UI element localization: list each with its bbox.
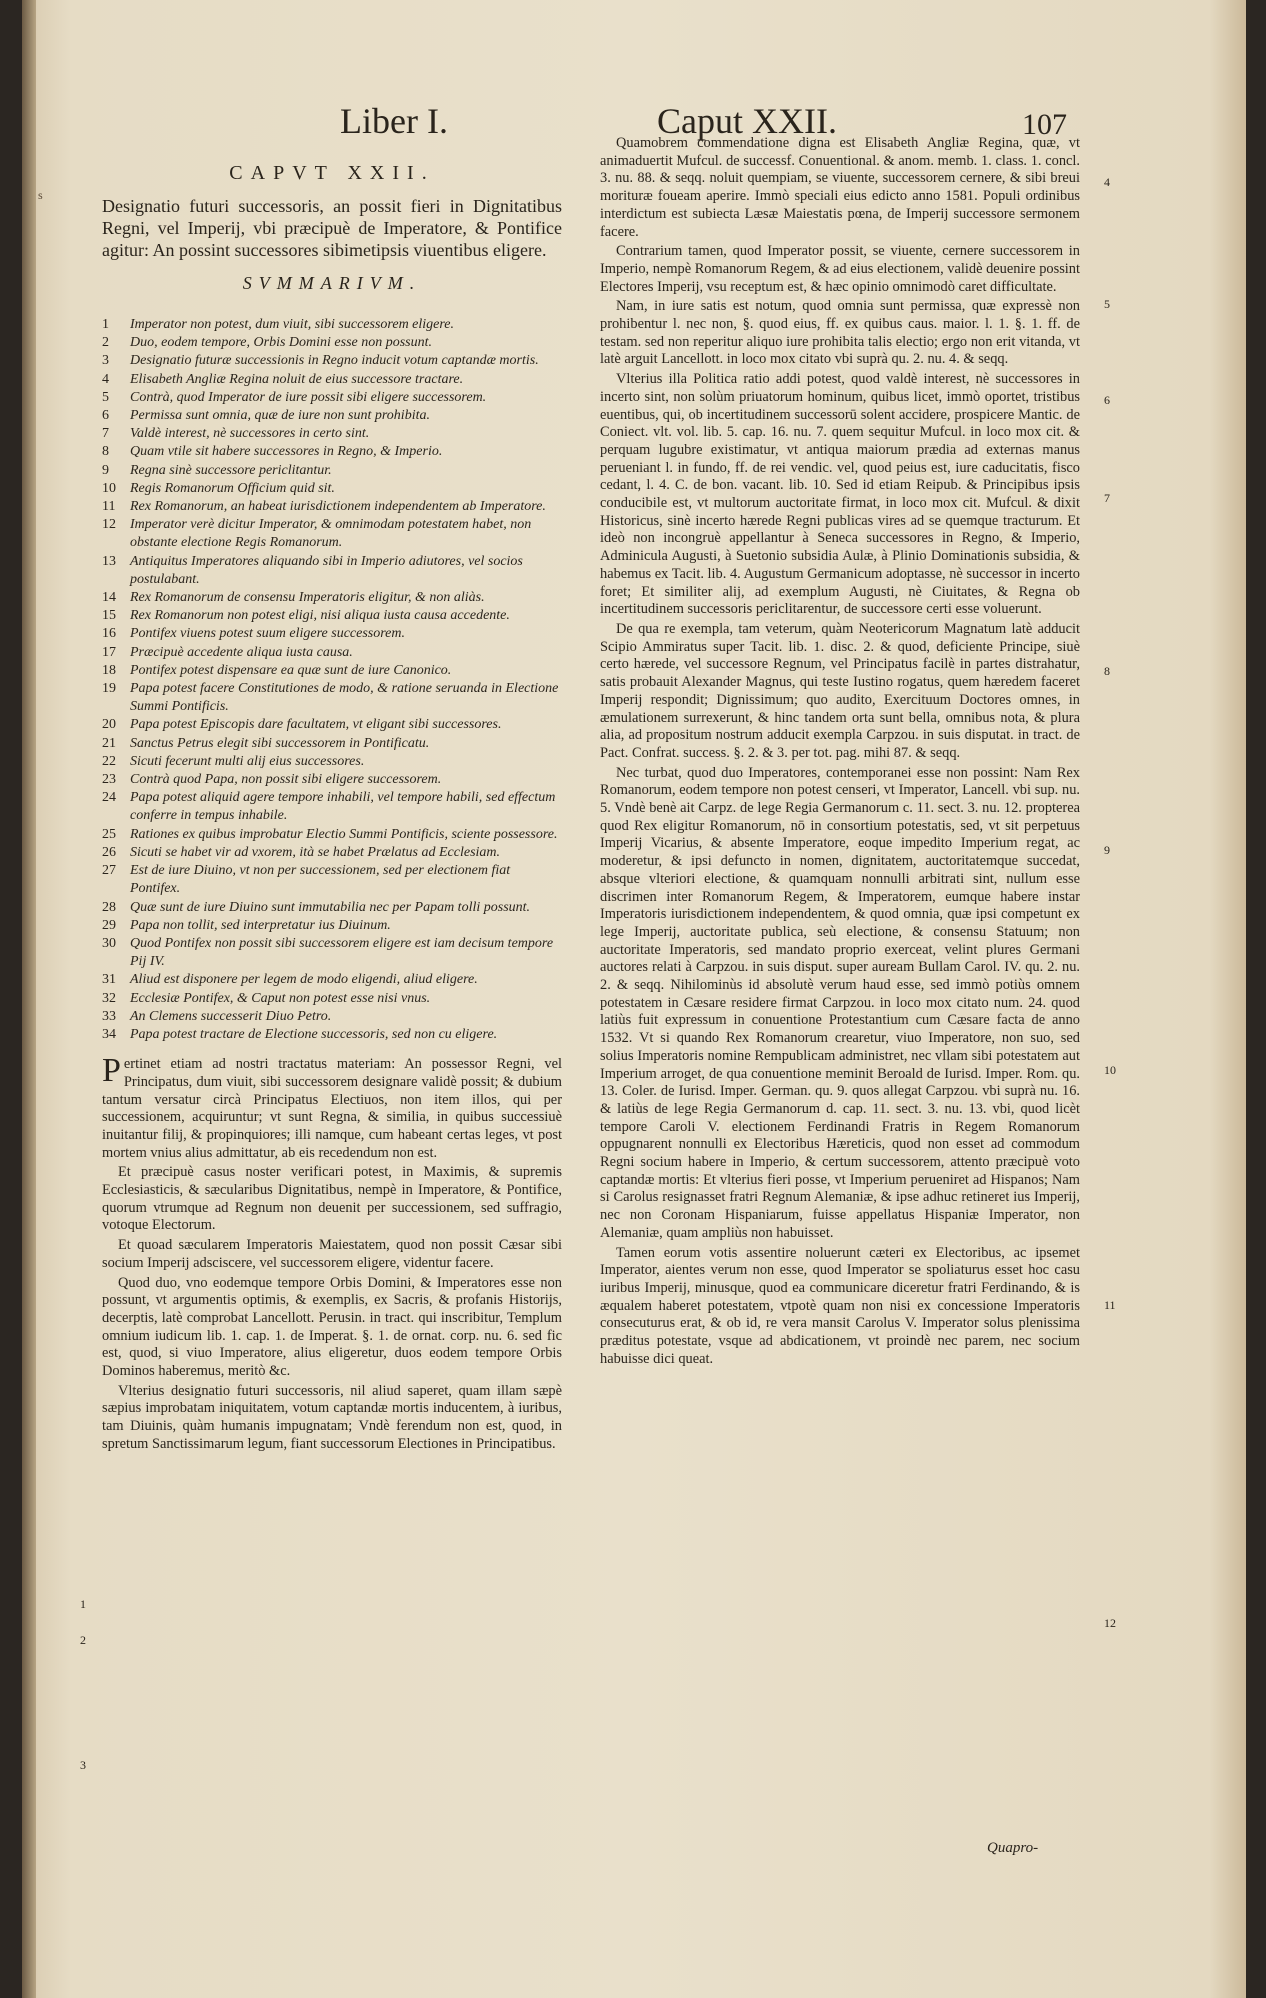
summarium-item xyxy=(102,389,562,407)
summarium-number: 12 xyxy=(102,517,116,533)
summarium-text: Regna sinè successore periclitantur. xyxy=(130,462,332,478)
margin-number: 4 xyxy=(1104,175,1110,189)
summarium-text: Sicuti se habet vir ad vxorem, ità se habet Prælatus ad Ecclesiam. xyxy=(130,844,501,860)
summarium-list xyxy=(102,316,562,1044)
summarium-item xyxy=(102,826,562,844)
body-paragraph: Vlterius designatio futuri successoris, nil aliud saperet, quam illam sæpè sæpius improbatam iniquitatem, votum captandæ mortis inducentem, à iuribus, tam Diuinis, quàm humanis impugnatam; Vndè ferendum non est, quod, in spretum Sanctissimarum legum, fiant successorum Electiones in Principatibus. xyxy=(102,1382,562,1452)
summarium-item xyxy=(102,462,562,480)
left-column xyxy=(102,150,562,1456)
summarium-item xyxy=(102,753,562,771)
summarium-item xyxy=(102,625,562,643)
summarium-item xyxy=(102,443,562,461)
summarium-item xyxy=(102,407,562,425)
summarium-item xyxy=(102,516,562,552)
summarium-text: Quam vtile sit habere successores in Regno, & Imperio. xyxy=(130,444,443,460)
summarium-item xyxy=(102,990,562,1008)
summarium-text: Papa non tollit, sed interpretatur ius Diuinum. xyxy=(130,917,391,933)
catchword: Quapro- xyxy=(987,1840,1039,1856)
body-paragraph: De qua re exempla, tam veterum, quàm Neotericorum Magnatum latè adducit Scipio Ammiratus super Tacit. lib. 1. disc. 2. & quod, deficiente Principe, siuè certo hærede, vel successore Regnum, vel Principatus facilè in partes distrahatur, satis probauit Alexander Magnus, qui teste Iustino rogatus, quem hæredem faceret Imperij respondit; Dignissimum; quo audito, Exercituum Doctores omnes, in æmulationem surrexerunt, & hinc tandem orta sunt bella, omnibus nota, & plura alia, ad propositum nostrum adducit exempla Carpzou. in suis disputat. in tract. de Pact. Confrat. success. §. 2. & 3. per tot. pag. mihi 87. & seqq. xyxy=(600,620,1080,761)
summarium-number: 7 xyxy=(102,426,109,442)
body-paragraph: Tamen eorum votis assentire noluerunt cæteri ex Electoribus, ac ipsemet Imperator, aientes verum non esse, quod Imperator se spoliaturus esset hoc casu iuribus Imperij, minusque, quod ea communicare diceretur fratri Ferdinando, & is æqualem haberet potestatem, vtpotè quam non nisi ex concessione Imperatoris consecuturus erat, & ob id, re vera mansit Carolus V. Imperator solus plenissima præditus potestate, vsque ad abdicationem, vt proindè nec parem, nec socium habuisse dici queat. xyxy=(600,1244,1080,1367)
summarium-item xyxy=(102,607,562,625)
summarium-text: Regis Romanorum Officium quid sit. xyxy=(130,480,335,496)
summarium-number: 21 xyxy=(102,735,116,751)
margin-number: 11 xyxy=(1104,1298,1116,1312)
summarium-number: 11 xyxy=(102,499,116,515)
body-paragraph: Quamobrem commendatione digna est Elisabeth Angliæ Regina, quæ, vt animaduertit Mufcul. de successf. Conuentional. & anom. memb. 1. class. 1. concl. 3. nu. 88. & seqq. noluit quempiam, se viuente, successorem cernere, & sibi breui morituræ foueam aperire. Immò speciali eius edicto anno 1581. Populi ordinibus interdictum est subiecta Læsæ Maiestatis pœna, de Imperij successore sermonem facere. xyxy=(600,135,1080,240)
summarium-item xyxy=(102,917,562,935)
summarium-number: 19 xyxy=(102,681,116,697)
summarium-text: Contrà quod Papa, non possit sibi eligere successorem. xyxy=(130,772,442,788)
summarium-number: 26 xyxy=(102,844,116,860)
running-head-book: Liber I. xyxy=(340,101,448,141)
summarium-number: 27 xyxy=(102,863,116,879)
body-paragraph: Contrarium tamen, quod Imperator possit, se viuente, cernere successorem in Imperio, nempè Romanorum Regem, & ad eius electionem, validè deuenire possint Electores Imperij, vsu receptum est, & hæc opinio omnimodò caret difficultate. xyxy=(600,243,1080,295)
summarium-item xyxy=(102,480,562,498)
summarium-text: Duo, eodem tempore, Orbis Domini esse non possunt. xyxy=(130,335,433,351)
summarium-item xyxy=(102,935,562,971)
summarium-item xyxy=(102,425,562,443)
margin-number: 3 xyxy=(80,1758,86,1772)
summarium-number: 10 xyxy=(102,480,116,496)
summarium-text: Sanctus Petrus elegit sibi successorem in Pontificatu. xyxy=(130,735,430,751)
summarium-number: 16 xyxy=(102,626,116,642)
summarium-text: Papa potest aliquid agere tempore inhabili, vel tempore habili, sed effectum conferre in tempus inhabile. xyxy=(130,790,556,824)
summarium-item xyxy=(102,371,562,389)
summarium-number: 3 xyxy=(102,353,109,369)
running-head-chapter: Caput XXII. xyxy=(657,101,837,141)
margin-number: 8 xyxy=(1104,664,1110,678)
summarium-number: 2 xyxy=(102,335,109,351)
summarium-text: Præcipuè accedente aliqua iusta causa. xyxy=(130,644,353,660)
body-paragraph: Nec turbat, quod duo Imperatores, contemporanei esse non possint: Nam Rex Romanorum, eodem tempore non potest censeri, vt Imperator, Lancell. vbi sup. nu. 5. Vndè benè ait Carpz. de lege Regia Germanorum c. 11. sect. 3. nu. 12. propterea quod Rex eligitur Romanorum, nō in consortium potestatis, sed, vt sit perpetuus Imperij Vicarius, & absente Imperatore, eoque impedito Imperium regat, ac moderetur, & ipsi defuncto in nomen, dignitatem, auctoritatemque succedat, absque vlteriori electione, & quamquam nonnulli arbitrati sint, nullum esse discrimen inter Romanorum Regem, & Imperatorem, eumque habere instar Imperatoris iurisdictionem independentem, & quod omnia, quæ ipsi competunt ex lege Imperij, auctoritate publica, seù electione, & consensu Statuum; non auctoritate Imperatoris, sed mandato proprio exerceat, velint plures Germani auctores relati à Carpzou. in suis disput. super auream Bullam Carol. IV. qu. 2. nu. 2. & seqq. Nihilominùs id absolutè verum haud esse, sed immò potiùs omnem potestatem in Cæsare residere firmat Carpzou. in loco mox citato num. 24. quod latiùs fuit expressum in conuentione Protestantium cum Cæsare facta de anno 1532. Vt si quando Rex Romanorum crearetur, viuo Imperatore, non suo, sed solius Imperatoris nomine Rempublicam administret, nec vllam sibi potestatem aut Imperium arroget, de qua conuentione meminit Beroald de Iurisd. Imper. Rom. qu. 13. Coler. de Iurisd. Imper. German. qu. 9. quos allegat Carpzou. vbi suprà nu. 16. & latiùs de lege Regia Germanorum d. cap. 11. sect. 3. nu. 13. vbi, quod licèt tempore Caroli V. electionem Ferdinandi Fratris in Regem Romanorum oppugnarent nonnulli ex Electoribus Hæreticis, quod non esset ad commodum Regni socium habere in Imperio, & certum successorem, attento præcipuè voto captandæ mortis: Et vlterius fieri posse, vt Imperium perueniret ad Hispanos; Nam si Carolus resignasset fratri Regnum Alemaniæ, & ipse adhuc retineret ius Imperij, nec non Coronam Hispaniarum, fuisse appellatus Hispaniæ Imperator, non Alemaniæ, quam ampliùs non habuisset. xyxy=(600,764,1080,1241)
summarium-item xyxy=(102,498,562,516)
summarium-text: Rex Romanorum non potest eligi, nisi aliqua iusta causa accedente. xyxy=(130,608,510,624)
body-paragraph: Et præcipuè casus noster verificari potest, in Maximis, & supremis Ecclesiasticis, & sæcularibus Dignitatibus, nempè in Imperatore, & Pontifice, quorum vtrumque ad Regnum non deuenit per successionem, sed suffragio, votoque Electorum. xyxy=(102,1164,562,1234)
body-paragraph: Pertinet etiam ad nostri tractatus materiam: An possessor Regni, vel Principatus, dum viuit, sibi successorem designare validè possit; & dubium tantum versatur circà Principatus Electiuos, non item illos, qui per successionem, acquiruntur; vt sunt Regna, & similia, in quibus successiuè inuitantur filij, & propinquiores; illi namque, cum habeant certas leges, vt post mortem vnius alius admittatur, ab eis recedendum non est. xyxy=(102,1052,562,1161)
body-paragraph: Nam, in iure satis est notum, quod omnia sunt permissa, quæ expressè non prohibentur l. nec non, §. quod eius, ff. ex quibus caus. maior. l. 1. §. 1. ff. de testam. sed non reperitur aliquo iure prohibita talis electio; ergo non erit vitanda, vt latè arguit Lancellott. in loco mox citato vbi suprà qu. 2. nu. 4. & seqq. xyxy=(600,298,1080,368)
body-paragraph: Quod duo, vno eodemque tempore Orbis Domini, & Imperatores esse non possunt, vt argumentis optimis, & exemplis, ex Sacris, & profanis Historijs, decerptis, latè comprobat Lancellott. Perusin. in tract. qui inscribitur, Templum omnium iudicum lib. 1. cap. 1. de Imperat. §. 1. de ornat. corp. nu. 6. sed fic est, quod, si viuo Imperatore, alius eligeretur, duos eodem tempore Orbis Dominos haberemus, meritò &c. xyxy=(102,1274,562,1380)
summarium-text: Rex Romanorum, an habeat iurisdictionem independentem ab Imperatore. xyxy=(130,499,546,515)
left-body xyxy=(102,1052,562,1453)
summarium-number: 5 xyxy=(102,389,109,405)
summarium-item xyxy=(102,680,562,716)
margin-number: 5 xyxy=(1104,297,1110,311)
summarium-item xyxy=(102,716,562,734)
summarium-number: 15 xyxy=(102,608,116,624)
summarium-number: 22 xyxy=(102,753,116,769)
summarium-number: 25 xyxy=(102,826,116,842)
summarium-number: 20 xyxy=(102,717,116,733)
summarium-number: 34 xyxy=(102,1026,116,1042)
summarium-number: 9 xyxy=(102,462,109,478)
summarium-number: 31 xyxy=(102,972,116,988)
summarium-number: 18 xyxy=(102,662,116,678)
summarium-item xyxy=(102,862,562,898)
margin-number: 1 xyxy=(80,1597,86,1611)
summarium-text: Antiquitus Imperatores aliquando sibi in Imperio adiutores, vel socios postulabant. xyxy=(130,553,523,587)
summarium-number: 32 xyxy=(102,990,116,1006)
summarium-text: Imperator verè dicitur Imperator, & omnimodam potestatem habet, non obstante electione Regis Romanorum. xyxy=(130,517,532,551)
right-column xyxy=(600,135,1080,1371)
summarium-number: 23 xyxy=(102,772,116,788)
summarium-text: Est de iure Diuino, vt non per successionem, sed per electionem fiat Pontifex. xyxy=(130,863,511,897)
summarium-text: Quod Pontifex non possit sibi successorem eligere est iam decisum tempore Pij IV. xyxy=(130,935,554,970)
summarium-item xyxy=(102,589,562,607)
chapter-title: CAPVT XXII. xyxy=(229,162,435,184)
summarium-item xyxy=(102,334,562,352)
summarium-item xyxy=(102,316,562,334)
summarium-number: 33 xyxy=(102,1008,116,1024)
summarium-text: Aliud est disponere per legem de modo eligendi, aliud eligere. xyxy=(130,972,478,988)
summarium-text: Pontifex potest dispensare ea quæ sunt de iure Canonico. xyxy=(130,662,452,678)
summarium-number: 29 xyxy=(102,917,116,933)
summarium-number: 6 xyxy=(102,408,109,424)
summarium-number: 14 xyxy=(102,590,116,606)
summarium-text: Designatio futuræ successionis in Regno inducit votum captandæ mortis. xyxy=(130,353,539,369)
summarium-text: Elisabeth Angliæ Regina noluit de eius successore tractare. xyxy=(130,371,464,387)
summarium-item xyxy=(102,644,562,662)
margin-number: 6 xyxy=(1104,393,1110,407)
summarium-text: Sicuti fecerunt multi alij eius successores. xyxy=(130,753,365,769)
edge-mark: s xyxy=(38,188,43,202)
summarium-item xyxy=(102,1008,562,1026)
summarium-item xyxy=(102,771,562,789)
summarium-text: Rex Romanorum de consensu Imperatoris eligitur, & non aliàs. xyxy=(130,590,485,606)
margin-number: 10 xyxy=(1104,1063,1116,1077)
summarium-text: Papa potest tractare de Electione successoris, sed non cu eligere. xyxy=(130,1026,498,1042)
margin-number: 12 xyxy=(1104,1616,1116,1630)
summarium-text: Permissa sunt omnia, quæ de iure non sunt prohibita. xyxy=(130,408,430,424)
summarium-text: An Clemens successerit Diuo Petro. xyxy=(130,1008,332,1024)
summarium-number: 28 xyxy=(102,899,116,915)
summarium-number: 4 xyxy=(102,371,109,387)
summarium-item xyxy=(102,789,562,825)
summarium-item xyxy=(102,971,562,989)
page-number: 107 xyxy=(1022,108,1067,141)
summarium-text: Papa potest Episcopis dare facultatem, vt eligant sibi successores. xyxy=(130,717,502,733)
summarium-text: Quæ sunt de iure Diuino sunt immutabilia nec per Papam tolli possunt. xyxy=(130,899,531,915)
book-page xyxy=(22,0,1246,1998)
summarium-text: Contrà, quod Imperator de iure possit sibi eligere successorem. xyxy=(130,389,487,405)
right-body xyxy=(600,135,1080,1369)
body-paragraph: Et quoad sæcularem Imperatoris Maiestatem, quod non possit Cæsar sibi socium Imperij adsciscere, vel successorem eligere, videntur facere. xyxy=(102,1237,562,1271)
page-gutter xyxy=(22,0,36,1998)
body-paragraph: Vlterius illa Politica ratio addi potest, quod valdè interest, nè successores in incerto sint, non solùm priuatorum hominum, quibus licet, immò oportet, tristibus euentibus, qui, ob incertitudinem successorū solent accidere, prospicere Mantic. de Coniect. vlt. vol. lib. 5. cap. 16. nu. 7. quem sequitur Mufcul. in loco mox cit. & perquam lugubre existimatur, vt antiqua maiorum prædia ad externas manus perueniant l. in fundo, ff. de rei vendic. vel, quod peius est, iure caducitatis, fisco cedant, l. 4. C. de bon. vacant. lib. 10. Sed id etiam Reipub. & Principibus ipsis conducibile est, vt multorum auctoritate firmat, in loco mox cit. Mufcul. & dixit Historicus, sinè incerto hærede Regni publicas vires ad se quemque tracturum. Et ideò non incongruè appellantur à Seneca successores in Regno, & Imperio, Adminicula Augusti, à Suetonio subsidia Aulæ, à Plinio Dominationis subsidia, & habemus ex Tacit. lib. 4. Augustum Germanicum adoptasse, nè successor in incerto foret; Et similiter alij, ad exemplum Augusti, nè Ciuitates, & Regna ob incertitudinem successoris periclitarentur, de successore certi esse voluerunt. xyxy=(600,371,1080,618)
summarium-text: Papa potest facere Constitutiones de modo, & ratione seruanda in Electione Summi Pontificis. xyxy=(130,681,559,715)
summarium-item xyxy=(102,899,562,917)
margin-number: 9 xyxy=(1104,843,1110,857)
summarium-number: 24 xyxy=(102,790,116,806)
summarium-item xyxy=(102,844,562,862)
summarium-item xyxy=(102,735,562,753)
summarium-number: 30 xyxy=(102,935,116,951)
chapter-description: Designatio futuri successoris, an possit fieri in Dignitatibus Regni, vel Imperij, vbi præcipuè de Imperatore, & Pontifice agitur: An possint successores sibimetipsis viuentibus eligere. xyxy=(102,196,562,260)
margin-number: 7 xyxy=(1104,491,1110,505)
summarium-heading: SVMMARIVM. xyxy=(242,273,422,293)
summarium-item xyxy=(102,662,562,680)
summarium-text: Rationes ex quibus improbatur Electio Summi Pontificis, sciente possessore. xyxy=(130,826,558,842)
summarium-number: 1 xyxy=(102,317,109,332)
summarium-item xyxy=(102,352,562,370)
summarium-number: 8 xyxy=(102,444,109,460)
summarium-item xyxy=(102,553,562,589)
margin-number: 2 xyxy=(80,1633,86,1647)
summarium-text: Ecclesiæ Pontifex, & Caput non potest esse nisi vnus. xyxy=(130,990,431,1006)
summarium-number: 17 xyxy=(102,644,116,660)
summarium-number: 13 xyxy=(102,553,116,569)
summarium-item xyxy=(102,1026,562,1044)
summarium-text: Imperator non potest, dum viuit, sibi successorem eligere. xyxy=(130,317,455,332)
summarium-text: Valdè interest, nè successores in certo sint. xyxy=(130,426,370,442)
summarium-text: Pontifex viuens potest suum eligere successorem. xyxy=(130,626,406,642)
